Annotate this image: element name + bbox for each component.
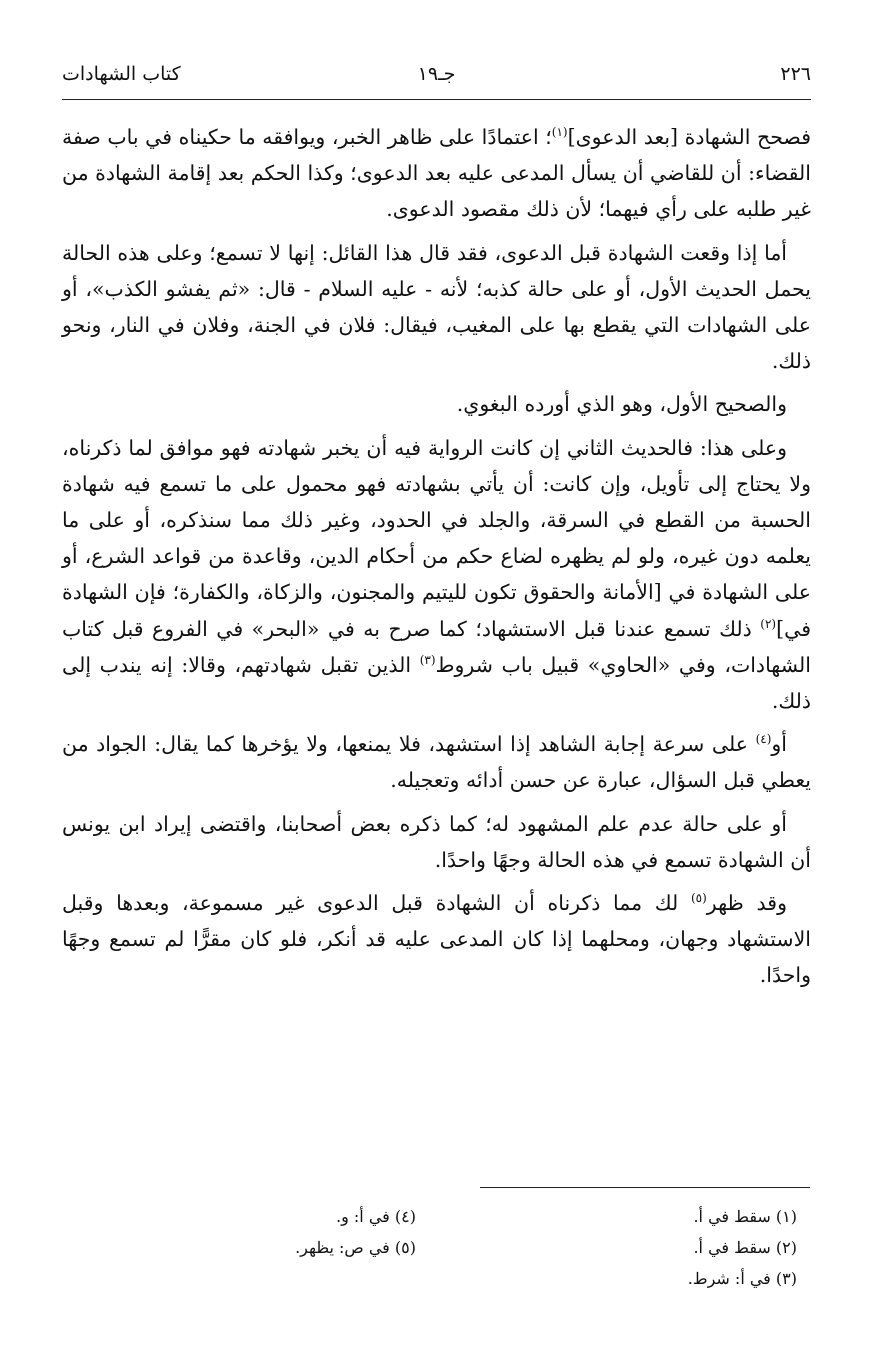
footnote-ref-3: (٣) <box>419 653 436 668</box>
paragraph-2: أما إذا وقعت الشهادة قبل الدعوى، فقد قال هذا القائل: إنها لا تسمع؛ وعلى هذه الحالة يحمل الحديث الأول، أو على حالة كذبه؛ لأنه - عليه السلام - قال: «ثم يفشو الكذب»، أو على الشهادات التي يقطع بها على المغيب، فيقال: فلان في الجنة، وفلان في النار، ونحو ذلك. <box>62 240 811 374</box>
paragraph-4 <box>62 430 811 720</box>
footnote-ref-2: (٢) <box>760 616 777 631</box>
running-header <box>62 55 811 95</box>
paragraph-7-part-2: لك مما ذكرناه أن الشهادة قبل الدعوى غير مسموعة، وبعدها وقبل الاستشهاد وجهان، ومحلهما إذا كان المدعى عليه قد أنكر، فلو كان مقرًّا لم تسمع وجهًا واحدًا. <box>62 891 811 988</box>
footnote-1: (١) سقط في أ. <box>693 1207 797 1226</box>
paragraph-1-part-1: فصحح الشهادة [بعد الدعوى] <box>567 125 812 149</box>
book-title: كتاب الشهادات <box>62 63 181 85</box>
footnote-divider <box>480 1187 810 1188</box>
paragraph-5-part-1: أو <box>771 732 787 757</box>
footnote-ref-4: (٤) <box>755 732 772 747</box>
paragraph-4-part-1: وعلى هذا: فالحديث الثاني إن كانت الرواية فيه أن يخبر شهادته فهو موافق لما ذكرناه، ولا يحتاج إلى تأويل، وإن كانت: أن يأتي بشهادته فهو محمول على ما تسمع فيه شهادة الحسبة من القطع في السرقة، والجلد في الحدود، وغير ذلك مما سنذكره، أو على ما يعلمه دون غيره، ولو لم يظهره لضاع حكم من أحكام الدين، وقاعدة من قواعد الشرع، أو على الشهادة في [الأمانة والحقوق تكون لليتيم والمجنون، والزكاة، والكفارة؛ فإن الشهادة في] <box>62 435 811 641</box>
paragraph-5 <box>62 726 811 798</box>
paragraph-1 <box>62 119 811 228</box>
footnotes-column-right <box>497 1201 797 1294</box>
footnote-3: (٣) في أ: شرط. <box>687 1269 797 1288</box>
footnote-4: (٤) في أ: و. <box>336 1207 416 1226</box>
page-number: ٢٢٦ <box>780 63 811 85</box>
footnote-ref-1: (١) <box>551 125 568 140</box>
header-divider <box>62 99 811 100</box>
paragraph-7-part-1: وقد ظهر <box>706 891 787 916</box>
footnotes-column-left <box>116 1201 416 1263</box>
volume-label: جـ١٩ <box>417 63 456 85</box>
paragraph-5-part-2: على سرعة إجابة الشاهد إذا استشهد، فلا يمنعها، ولا يؤخرها كما يقال: الجواد من يعطي قبل السؤال، عبارة عن حسن أدائه وتعجيله. <box>62 732 811 793</box>
paragraph-4-part-2: ذلك تسمع عندنا قبل الاستشهاد؛ كما صرح به في «البحر» في الفروع قبل كتاب الشهادات، وفي «الحاوي» قبيل باب شروط <box>62 616 811 677</box>
paragraph-6: أو على حالة عدم علم المشهود له؛ كما ذكره بعض أصحابنا، واقتضى إيراد ابن يونس أن الشهادة تسمع في هذه الحالة وجهًا واحدًا. <box>62 811 811 872</box>
paragraph-7 <box>62 885 811 994</box>
paragraph-3: والصحيح الأول، وهو الذي أورده البغوي. <box>456 392 787 417</box>
main-text <box>62 119 811 1001</box>
paragraph-1-part-2: ؛ اعتمادًا على ظاهر الخبر، ويوافقه ما حكيناه في باب صفة القضاء: أن للقاضي أن يسأل المدعى عليه بعد الدعوى؛ وكذا الحكم بعد إقامة الشهادة من غير طلبه على رأي فيهما؛ لأن ذلك مقصود الدعوى. <box>62 125 811 222</box>
footnote-5: (٥) في ص: يظهر. <box>295 1238 416 1257</box>
paragraph-4-part-3: الذين تقبل شهادتهم، وقالا: إنه يندب إلى ذلك. <box>62 652 811 714</box>
footnote-ref-5: (٥) <box>690 891 707 906</box>
footnote-2: (٢) سقط في أ. <box>693 1238 797 1257</box>
